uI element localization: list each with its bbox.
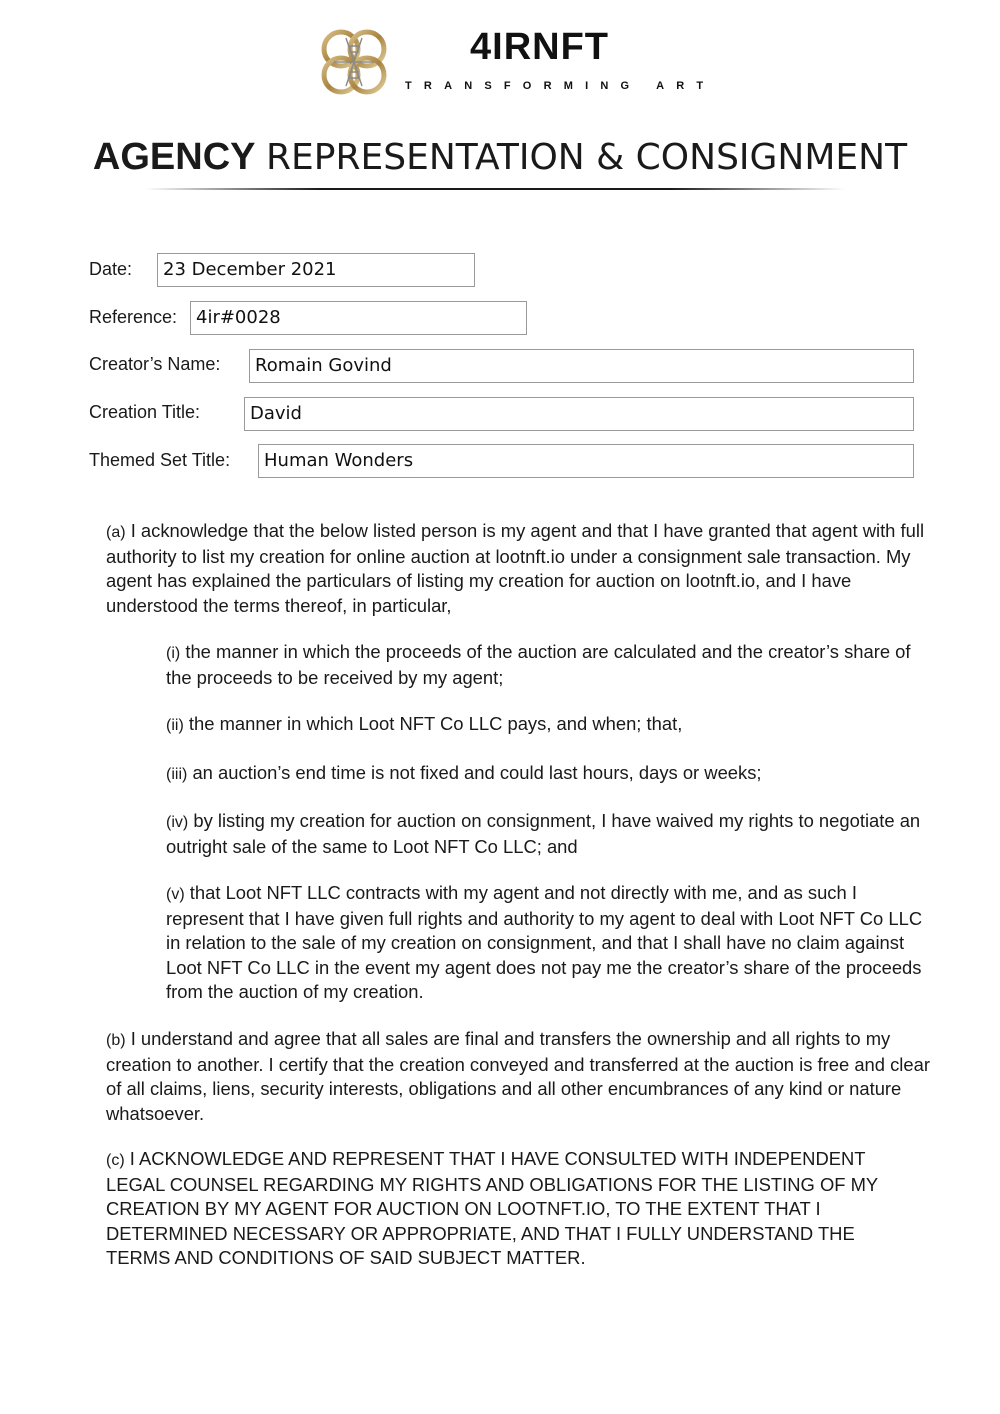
clause-ii-text: the manner in which Loot NFT Co LLC pays, and when; that, — [188, 713, 683, 734]
themed-set-title-label: Themed Set Title: — [89, 450, 231, 470]
clause-v-marker: (v) — [166, 886, 185, 903]
clause-v — [166, 881, 936, 1004]
title-regular-part: REPRESENTATION & CONSIGNMENT — [266, 137, 908, 178]
clause-v-text: that Loot NFT LLC contracts with my agent and not directly with me, and as such I represent that I have given full rights and authority to my agent to deal with Loot NFT Co LLC in relation to the sale of my creation on consignment, and that I shall have no claim against Loot NFT Co LLC in the event my agent does not pay me the creator’s share of the proceeds from the auction of my creation. — [166, 882, 923, 1002]
clause-c-text: I ACKNOWLEDGE AND REPRESENT THAT I HAVE CONSULTED WITH INDEPENDENT LEGAL COUNSEL REGARDING MY RIGHTS AND OBLIGATIONS FOR THE LISTING OF MY CREATION BY MY AGENT FOR AUCTION ON LOOTNFT.IO, TO THE EXTENT THAT I DETERMINED NECESSARY OR APPROPRIATE, AND THAT I FULLY UNDERSTAND THE TERMS AND CONDITIONS OF SAID SUBJECT MATTER. — [106, 1148, 878, 1268]
clause-iii — [166, 761, 936, 787]
date-label: Date: — [89, 259, 133, 279]
creator-name-label: Creator’s Name: — [89, 354, 221, 374]
creator-name-field[interactable]: Romain Govind — [249, 349, 914, 383]
clause-i-marker: (i) — [166, 645, 181, 662]
clause-b — [106, 1027, 936, 1126]
clause-iii-text: an auction’s end time is not fixed and could last hours, days or weeks; — [192, 762, 762, 783]
clause-iv-text: by listing my creation for auction on consignment, I have waived my rights to negotiate an outright sale of the same to Loot NFT Co LLC; and — [166, 810, 921, 858]
clause-a-text: I acknowledge that the below listed person is my agent and that I have granted that agent with full authority to list my creation for online auction at lootnft.io under a consignment sale transaction. My agent has explained the particulars of listing my creation for auction on lootnft.io, and I have understood the terms thereof, in particular, — [106, 520, 925, 616]
clause-iii-marker: (iii) — [166, 766, 188, 783]
clause-b-marker: (b) — [106, 1032, 126, 1049]
title-underline-divider — [145, 188, 845, 190]
gold-infinity-knot-logo-icon — [316, 24, 392, 100]
reference-label: Reference: — [89, 307, 178, 327]
document-title — [0, 136, 1000, 179]
clause-i-text: the manner in which the proceeds of the auction are calculated and the creator’s share of the proceeds to be received by my agent; — [166, 641, 911, 689]
creation-title-label: Creation Title: — [89, 402, 201, 422]
creation-title-field[interactable]: David — [244, 397, 914, 431]
reference-field[interactable]: 4ir#0028 — [190, 301, 527, 335]
themed-set-title-field[interactable]: Human Wonders — [258, 444, 914, 478]
clause-iv-marker: (iv) — [166, 814, 189, 831]
clause-c-marker: (c) — [106, 1152, 125, 1169]
brand-name: 4IRNFT — [470, 26, 609, 68]
clause-ii-marker: (ii) — [166, 717, 184, 734]
clause-iv — [166, 809, 936, 859]
date-field[interactable]: 23 December 2021 — [157, 253, 475, 287]
clause-a — [106, 519, 936, 618]
clause-c — [106, 1147, 906, 1270]
brand-tagline: TRANSFORMING ART — [405, 80, 716, 92]
clause-ii — [166, 712, 936, 738]
clause-b-text: I understand and agree that all sales are final and transfers the ownership and all rights to my creation to another. I certify that the creation conveyed and transferred at the auction is free and clear of all claims, liens, security interests, obligations and all other encumbrances of any kind or nature whatsoever. — [106, 1028, 930, 1124]
clause-a-marker: (a) — [106, 524, 126, 541]
title-bold-part: AGENCY — [92, 136, 256, 178]
clause-i — [166, 640, 936, 690]
